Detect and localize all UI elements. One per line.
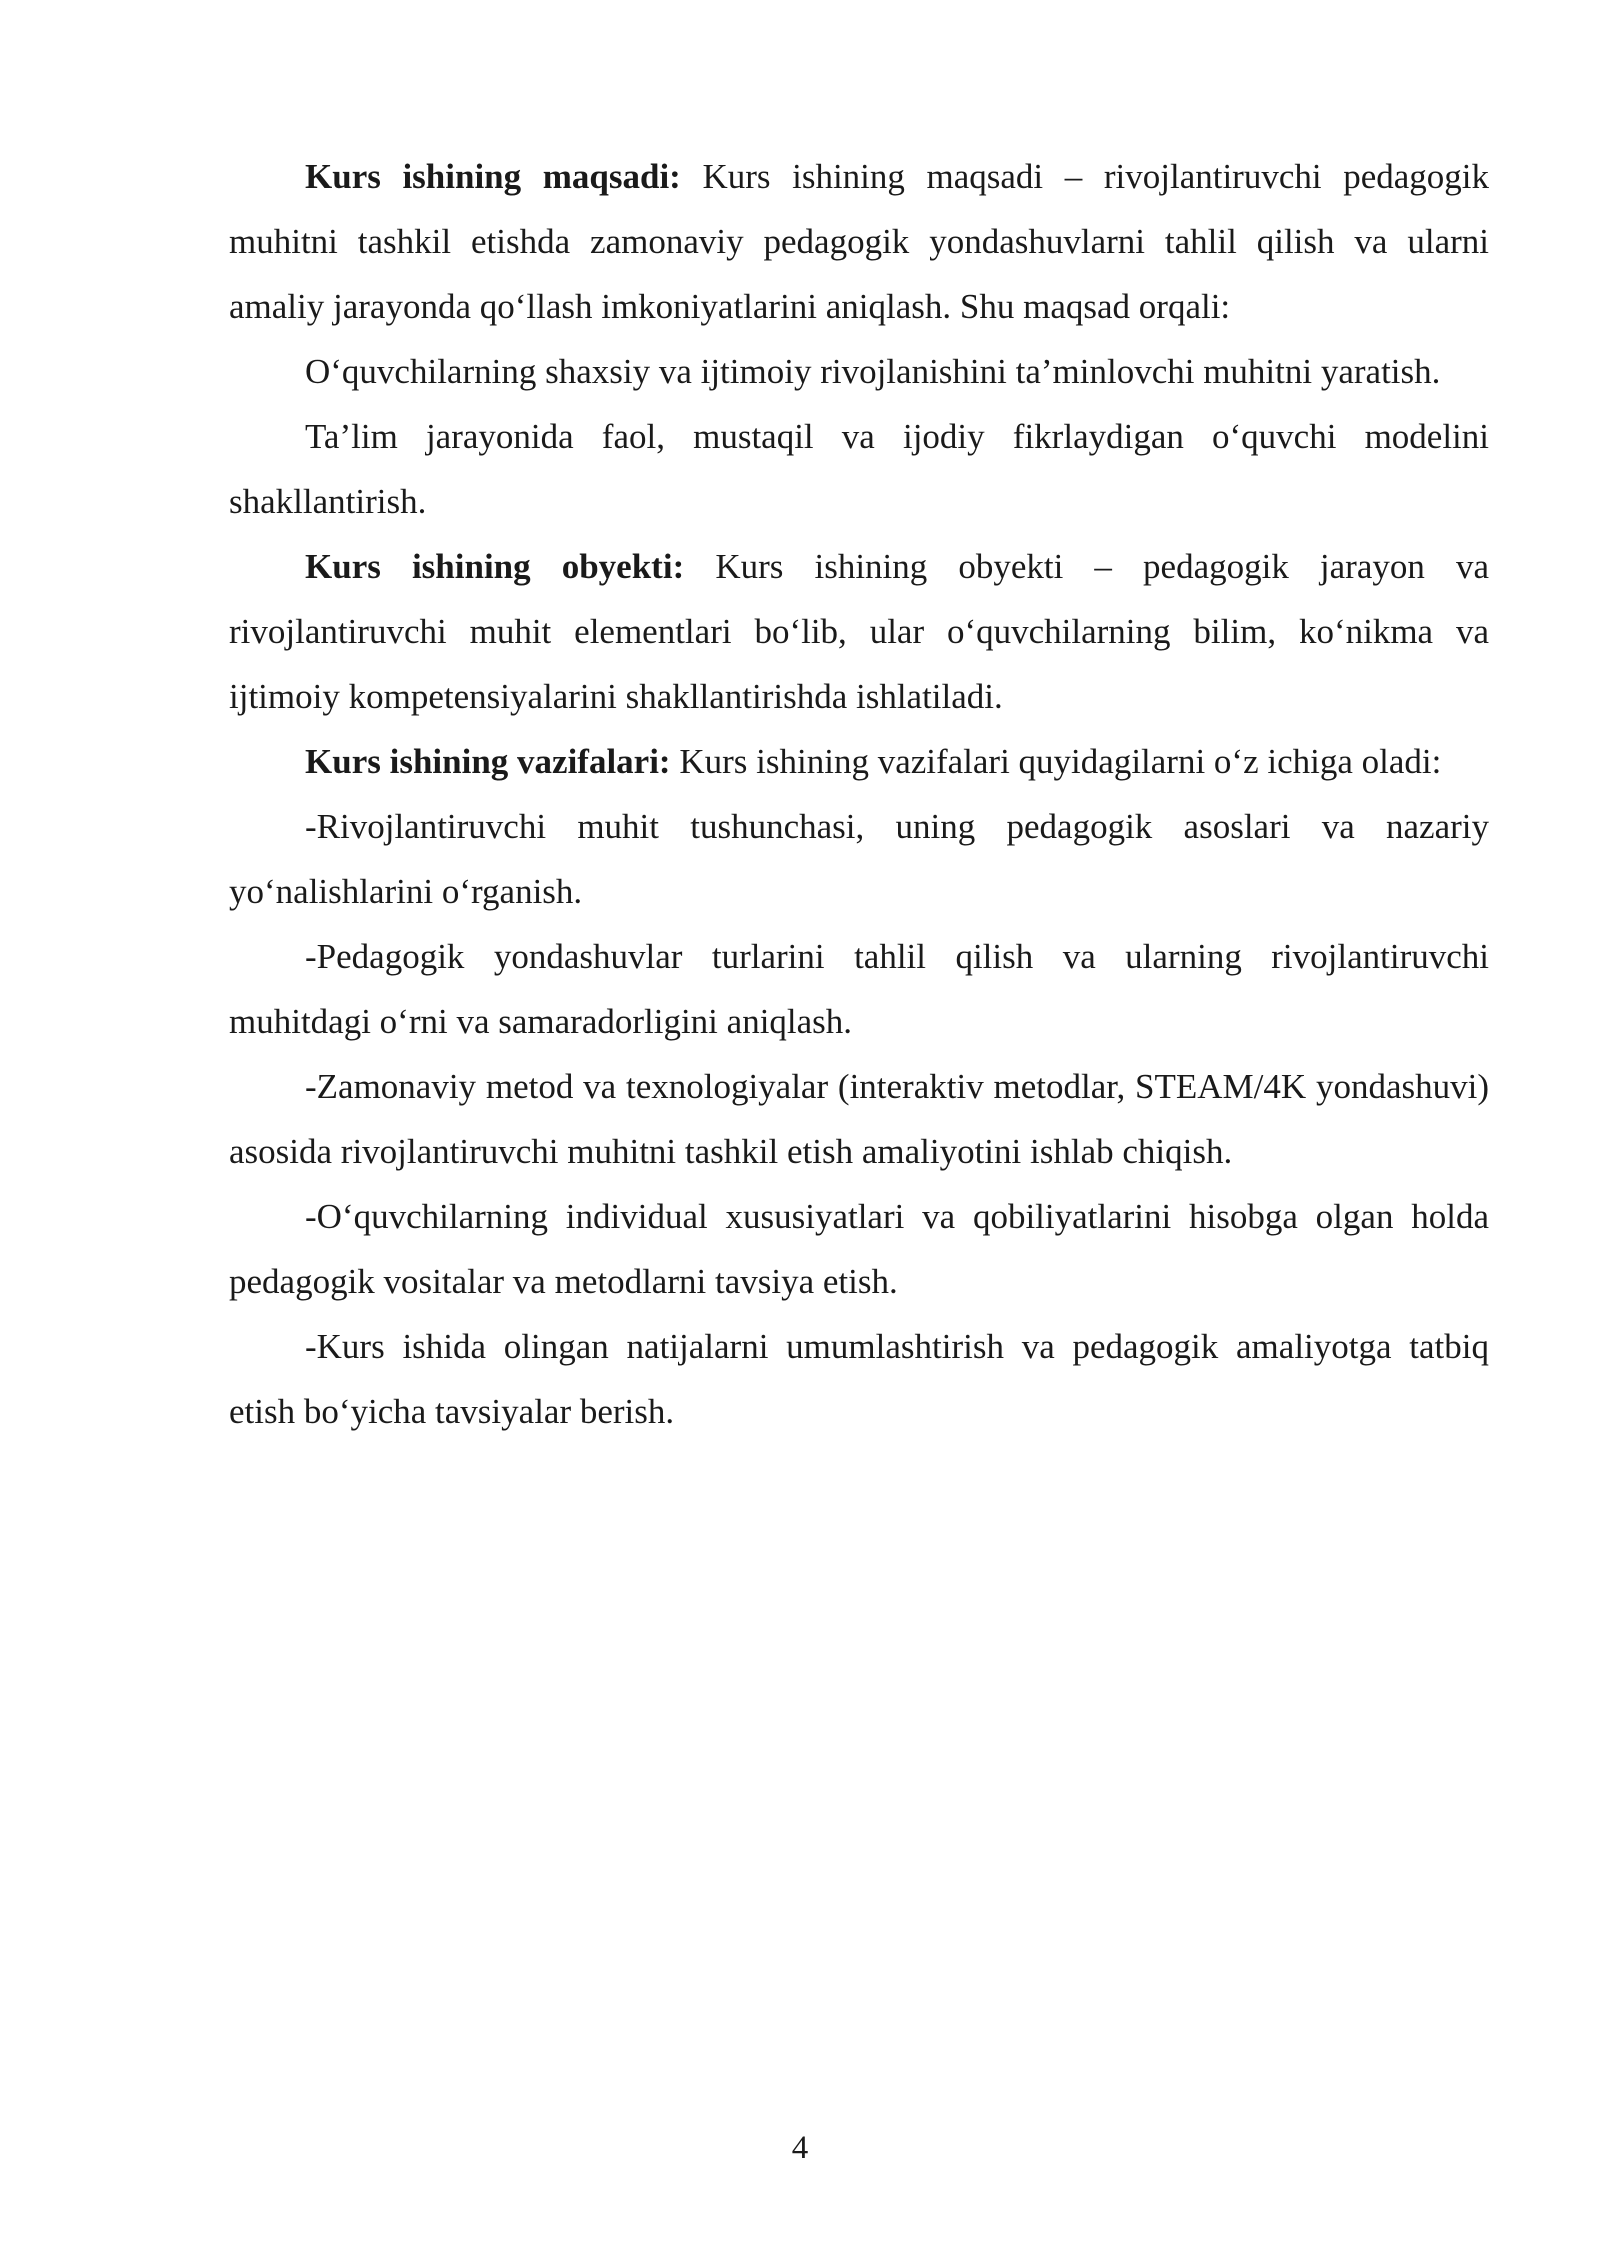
paragraph-text: Kurs ishining maqsadi – rivojlantiruvchi pedagogik muhitni tashkil etishda zamonaviy pedagogik yondashuvlarni tahlil qilish va ularni amaliy jarayonda qo‘llash imkoniyatlarini aniqlash. Shu maqsad orqali: bbox=[229, 157, 1489, 326]
paragraph-task-item bbox=[229, 794, 1489, 924]
paragraph-label: Kurs ishining vazifalari: bbox=[305, 742, 671, 781]
paragraph-purpose-item bbox=[229, 404, 1489, 534]
paragraph-task-item bbox=[229, 924, 1489, 1054]
paragraph-tasks bbox=[229, 729, 1489, 794]
paragraph-label: Kurs ishining maqsadi: bbox=[305, 157, 681, 196]
paragraph-task-item bbox=[229, 1054, 1489, 1184]
paragraph-text: -Zamonaviy metod va texnologiyalar (interaktiv metodlar, STEAM/4K yondashuvi) asosida rivojlantiruvchi muhitni tashkil etish amaliyotini ishlab chiqish. bbox=[229, 1067, 1489, 1171]
paragraph-task-item bbox=[229, 1184, 1489, 1314]
paragraph-label: Kurs ishining obyekti: bbox=[305, 547, 685, 586]
paragraph-purpose-item bbox=[229, 339, 1489, 404]
paragraph-text: -Pedagogik yondashuvlar turlarini tahlil qilish va ularning rivojlantiruvchi muhitdagi o‘rni va samaradorligini aniqlash. bbox=[229, 937, 1489, 1041]
document-body bbox=[229, 144, 1489, 1444]
paragraph-text: Ta’lim jarayonida faol, mustaqil va ijodiy fikrlaydigan o‘quvchi modelini shakllantirish. bbox=[229, 417, 1489, 521]
page-number: 4 bbox=[791, 2130, 809, 2166]
paragraph-text: -Rivojlantiruvchi muhit tushunchasi, uning pedagogik asoslari va nazariy yo‘nalishlarini o‘rganish. bbox=[229, 807, 1489, 911]
paragraph-text: Kurs ishining obyekti – pedagogik jarayon va rivojlantiruvchi muhit elementlari bo‘lib, ular o‘quvchilarning bilim, ko‘nikma va ijtimoiy kompetensiyalarini shakllantirishda ishlatiladi. bbox=[229, 547, 1489, 716]
paragraph-text: -O‘quvchilarning individual xususiyatlari va qobiliyatlarini hisobga olgan holda pedagogik vositalar va metodlarni tavsiya etish. bbox=[229, 1197, 1489, 1301]
paragraph-text: -Kurs ishida olingan natijalarni umumlashtirish va pedagogik amaliyotga tatbiq etish bo‘yicha tavsiyalar berish. bbox=[229, 1327, 1489, 1431]
paragraph-task-item bbox=[229, 1314, 1489, 1444]
paragraph-text: O‘quvchilarning shaxsiy va ijtimoiy rivojlanishini ta’minlovchi muhitni yaratish. bbox=[305, 352, 1441, 391]
paragraph-object bbox=[229, 534, 1489, 729]
paragraph-purpose bbox=[229, 144, 1489, 339]
paragraph-text: Kurs ishining vazifalari quyidagilarni o‘z ichiga oladi: bbox=[670, 742, 1442, 781]
